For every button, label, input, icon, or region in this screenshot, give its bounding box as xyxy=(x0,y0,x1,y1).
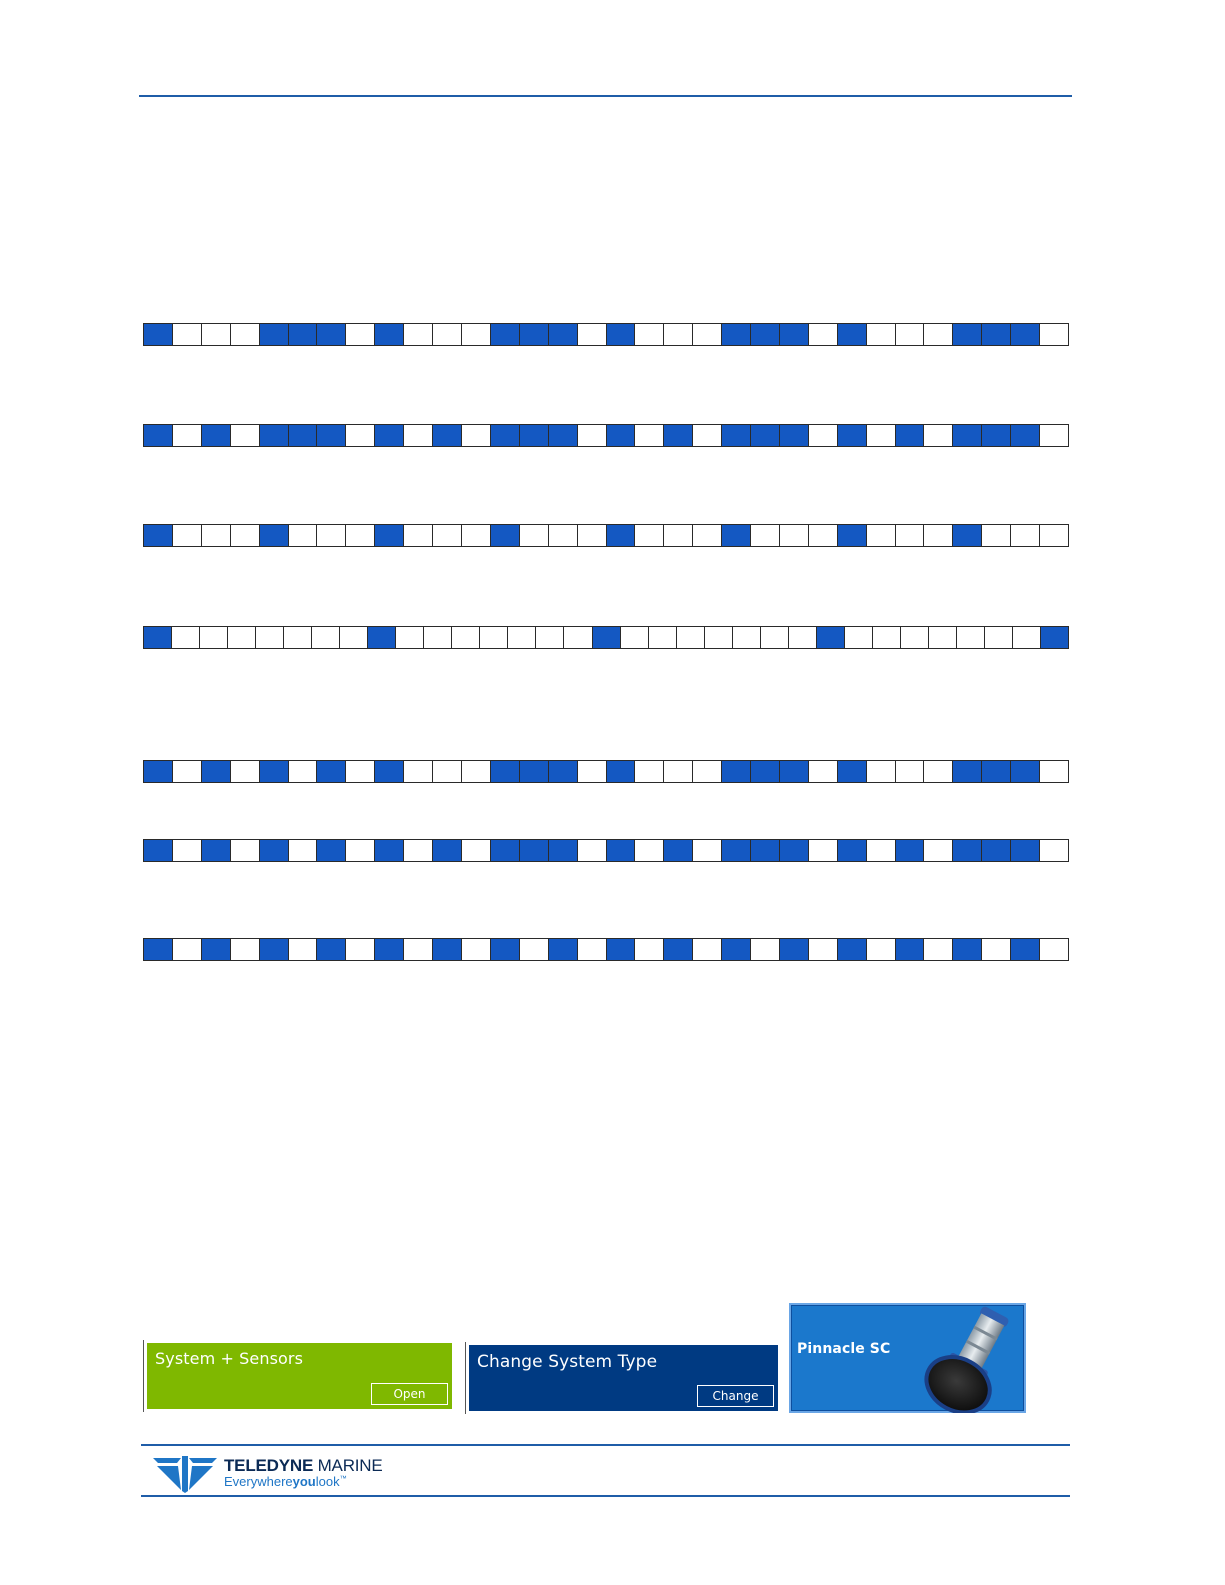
bit-cell-on xyxy=(780,424,809,447)
bit-row xyxy=(143,524,1069,547)
bit-cell-off xyxy=(462,424,491,447)
bit-cell-off xyxy=(809,424,838,447)
bit-cell-off xyxy=(346,424,375,447)
bit-cell-on xyxy=(260,839,289,862)
bit-cell-off xyxy=(635,938,664,961)
bit-cell-on xyxy=(953,524,982,547)
bit-cell-off xyxy=(1013,626,1041,649)
bit-cell-on xyxy=(202,760,231,783)
bit-cell-off xyxy=(433,524,462,547)
bit-cell-off xyxy=(873,626,901,649)
bit-cell-off xyxy=(173,839,202,862)
bit-cell-off xyxy=(780,524,809,547)
bit-cell-on xyxy=(375,760,404,783)
bit-cell-on xyxy=(1011,760,1040,783)
bit-cell-off xyxy=(578,323,607,346)
bit-cell-on xyxy=(260,938,289,961)
bit-cell-on xyxy=(780,839,809,862)
bit-cell-off xyxy=(649,626,677,649)
bit-cell-on xyxy=(780,938,809,961)
bit-cell-on xyxy=(433,424,462,447)
bit-cell-off xyxy=(845,626,873,649)
bit-cell-on xyxy=(751,323,780,346)
bit-cell-on xyxy=(144,626,172,649)
bit-cell-off xyxy=(809,760,838,783)
bit-cell-off xyxy=(508,626,536,649)
bit-cell-on xyxy=(289,323,318,346)
footer-rule-bottom xyxy=(141,1495,1070,1497)
bit-cell-off xyxy=(809,839,838,862)
bit-cell-on xyxy=(520,424,549,447)
bit-cell-off xyxy=(705,626,733,649)
bit-cell-off xyxy=(200,626,228,649)
brand-name: TELEDYNE MARINE xyxy=(224,1456,383,1475)
bit-cell-off xyxy=(751,524,780,547)
bit-row xyxy=(143,760,1069,783)
bit-cell-on xyxy=(202,839,231,862)
bit-cell-on xyxy=(593,626,621,649)
bit-cell-off xyxy=(896,323,925,346)
bit-cell-off xyxy=(621,626,649,649)
bit-cell-on xyxy=(144,760,173,783)
bit-cell-off xyxy=(346,760,375,783)
bit-cell-on xyxy=(751,424,780,447)
bit-cell-off xyxy=(480,626,508,649)
bit-cell-off xyxy=(404,323,433,346)
bit-cell-off xyxy=(578,938,607,961)
bit-cell-on xyxy=(953,938,982,961)
bit-cell-off xyxy=(867,839,896,862)
bit-cell-on xyxy=(491,760,520,783)
bit-cell-off xyxy=(809,323,838,346)
bit-cell-off xyxy=(733,626,761,649)
bit-cell-off xyxy=(1040,424,1069,447)
bit-cell-off xyxy=(578,424,607,447)
bit-cell-off xyxy=(202,323,231,346)
bit-cell-off xyxy=(564,626,592,649)
bit-cell-off xyxy=(549,524,578,547)
bit-cell-on xyxy=(953,839,982,862)
bit-cell-off xyxy=(256,626,284,649)
bit-cell-on xyxy=(549,424,578,447)
bit-cell-on xyxy=(144,323,173,346)
bit-cell-off xyxy=(289,524,318,547)
bit-cell-off xyxy=(520,524,549,547)
bit-cell-off xyxy=(693,938,722,961)
bit-cell-on xyxy=(664,424,693,447)
bit-cell-on xyxy=(375,524,404,547)
bit-cell-on xyxy=(607,524,636,547)
bit-cell-on xyxy=(549,839,578,862)
bit-cell-off xyxy=(693,839,722,862)
bit-cell-off xyxy=(462,839,491,862)
bit-cell-off xyxy=(924,424,953,447)
tile-title: Change System Type xyxy=(477,1352,658,1372)
bit-cell-off xyxy=(202,524,231,547)
bit-cell-on xyxy=(838,839,867,862)
bit-cell-off xyxy=(289,938,318,961)
bit-cell-off xyxy=(982,938,1011,961)
bit-cell-on xyxy=(549,938,578,961)
bit-cell-off xyxy=(867,424,896,447)
bit-cell-off xyxy=(664,323,693,346)
bit-cell-on xyxy=(520,760,549,783)
bit-cell-off xyxy=(404,839,433,862)
bit-cell-off xyxy=(693,323,722,346)
bit-cell-off xyxy=(982,524,1011,547)
open-button[interactable]: Open xyxy=(371,1383,448,1405)
bit-cell-off xyxy=(462,938,491,961)
bit-cell-off xyxy=(231,424,260,447)
bit-cell-on xyxy=(317,323,346,346)
bit-cell-off xyxy=(693,524,722,547)
bit-cell-off xyxy=(231,938,260,961)
bit-cell-on xyxy=(838,424,867,447)
bit-cell-off xyxy=(578,760,607,783)
bit-cell-off xyxy=(462,524,491,547)
bit-cell-on xyxy=(607,760,636,783)
bit-cell-on xyxy=(722,424,751,447)
tile-title: System + Sensors xyxy=(155,1349,304,1368)
bit-cell-on xyxy=(664,938,693,961)
bit-cell-on xyxy=(1011,424,1040,447)
bit-cell-off xyxy=(924,938,953,961)
adcp-transducer-icon xyxy=(910,1303,1020,1413)
bit-cell-on xyxy=(751,760,780,783)
bit-cell-off xyxy=(340,626,368,649)
bit-cell-on xyxy=(1011,839,1040,862)
bit-cell-off xyxy=(317,524,346,547)
bit-cell-on xyxy=(491,424,520,447)
bit-cell-off xyxy=(231,323,260,346)
footer-rule-top xyxy=(141,1444,1070,1446)
bit-cell-off xyxy=(520,938,549,961)
bit-cell-off xyxy=(346,938,375,961)
bit-cell-on xyxy=(144,424,173,447)
bit-cell-on xyxy=(1011,323,1040,346)
bit-cell-off xyxy=(901,626,929,649)
bit-cell-off xyxy=(173,323,202,346)
bit-cell-off xyxy=(664,524,693,547)
bit-cell-off xyxy=(231,760,260,783)
bit-cell-on xyxy=(722,839,751,862)
bit-cell-on xyxy=(607,938,636,961)
bit-cell-on xyxy=(780,760,809,783)
bit-cell-on xyxy=(549,760,578,783)
bit-cell-on xyxy=(491,839,520,862)
bit-cell-off xyxy=(173,524,202,547)
bit-cell-on xyxy=(953,760,982,783)
bit-cell-on xyxy=(953,424,982,447)
bit-cell-on xyxy=(260,760,289,783)
bit-cell-off xyxy=(1011,524,1040,547)
bit-cell-on xyxy=(1041,626,1069,649)
bit-cell-on xyxy=(368,626,396,649)
bit-cell-on xyxy=(491,938,520,961)
bit-cell-on xyxy=(751,839,780,862)
bit-cell-off xyxy=(452,626,480,649)
bit-row xyxy=(143,938,1069,961)
bit-cell-off xyxy=(635,524,664,547)
change-system-type-tile[interactable] xyxy=(469,1345,778,1411)
bit-cell-on xyxy=(838,524,867,547)
bit-cell-off xyxy=(635,839,664,862)
bit-cell-off xyxy=(404,760,433,783)
bit-cell-on xyxy=(838,938,867,961)
bit-cell-off xyxy=(433,760,462,783)
tile-title: Pinnacle SC xyxy=(797,1341,891,1357)
bit-row xyxy=(143,424,1069,447)
bit-cell-on xyxy=(817,626,845,649)
bit-cell-on xyxy=(722,938,751,961)
bit-cell-on xyxy=(375,323,404,346)
bit-cell-on xyxy=(982,323,1011,346)
bit-cell-off xyxy=(536,626,564,649)
bit-cell-on xyxy=(982,760,1011,783)
bit-cell-on xyxy=(722,524,751,547)
bit-cell-off xyxy=(404,424,433,447)
system-sensors-tile[interactable] xyxy=(147,1343,452,1409)
bit-cell-on xyxy=(491,524,520,547)
bit-cell-off xyxy=(1040,938,1069,961)
bit-cell-off xyxy=(809,524,838,547)
bit-cell-off xyxy=(346,323,375,346)
bit-cell-on xyxy=(260,424,289,447)
bit-cell-off xyxy=(924,524,953,547)
bit-cell-off xyxy=(228,626,256,649)
bit-cell-off xyxy=(1040,760,1069,783)
bit-cell-off xyxy=(1040,323,1069,346)
bit-cell-off xyxy=(172,626,200,649)
bit-cell-off xyxy=(578,839,607,862)
bit-cell-off xyxy=(578,524,607,547)
bit-cell-off xyxy=(867,938,896,961)
bit-cell-on xyxy=(289,424,318,447)
bit-cell-off xyxy=(809,938,838,961)
bit-cell-on xyxy=(260,323,289,346)
bit-cell-off xyxy=(867,524,896,547)
teledyne-logo-icon xyxy=(151,1454,219,1494)
bit-cell-on xyxy=(953,323,982,346)
bit-cell-off xyxy=(929,626,957,649)
bit-cell-off xyxy=(924,839,953,862)
bit-cell-off xyxy=(867,323,896,346)
bit-cell-on xyxy=(144,839,173,862)
bit-cell-off xyxy=(789,626,817,649)
bit-cell-on xyxy=(375,839,404,862)
bit-cell-off xyxy=(693,760,722,783)
bit-cell-off xyxy=(462,323,491,346)
bit-cell-on xyxy=(375,424,404,447)
tile-divider xyxy=(143,1340,144,1412)
bit-cell-on xyxy=(982,424,1011,447)
bit-cell-off xyxy=(284,626,312,649)
bit-cell-on xyxy=(607,839,636,862)
bit-cell-off xyxy=(924,760,953,783)
bit-cell-off xyxy=(396,626,424,649)
brand-tagline: Everywhereyoulook™ xyxy=(224,1474,347,1489)
bit-row xyxy=(143,323,1069,346)
bit-cell-on xyxy=(520,839,549,862)
bit-cell-on xyxy=(722,323,751,346)
bit-cell-on xyxy=(896,839,925,862)
bit-cell-on xyxy=(520,323,549,346)
bit-cell-off xyxy=(751,938,780,961)
bit-cell-on xyxy=(607,424,636,447)
bit-cell-off xyxy=(346,524,375,547)
bit-cell-off xyxy=(231,839,260,862)
bit-cell-on xyxy=(144,524,173,547)
bit-cell-off xyxy=(424,626,452,649)
bit-cell-off xyxy=(761,626,789,649)
bit-row xyxy=(143,626,1069,649)
bit-cell-off xyxy=(173,938,202,961)
bit-cell-off xyxy=(985,626,1013,649)
bit-cell-on xyxy=(982,839,1011,862)
bit-cell-off xyxy=(462,760,491,783)
bit-cell-off xyxy=(693,424,722,447)
bit-cell-on xyxy=(202,938,231,961)
bit-cell-off xyxy=(635,424,664,447)
bit-cell-off xyxy=(957,626,985,649)
bit-cell-off xyxy=(404,938,433,961)
pinnacle-sc-tile[interactable] xyxy=(789,1303,1026,1413)
bit-cell-off xyxy=(289,839,318,862)
bit-cell-on xyxy=(317,760,346,783)
bit-cell-on xyxy=(838,760,867,783)
bit-cell-on xyxy=(896,938,925,961)
bit-cell-on xyxy=(202,424,231,447)
bit-cell-on xyxy=(317,424,346,447)
bit-cell-off xyxy=(867,760,896,783)
bit-cell-off xyxy=(433,323,462,346)
bit-cell-on xyxy=(375,938,404,961)
change-button[interactable]: Change xyxy=(697,1385,774,1407)
tile-divider xyxy=(465,1342,466,1414)
bit-cell-on xyxy=(549,323,578,346)
bit-cell-off xyxy=(924,323,953,346)
bit-cell-on xyxy=(260,524,289,547)
bit-cell-off xyxy=(231,524,260,547)
bit-cell-on xyxy=(838,323,867,346)
bit-cell-on xyxy=(317,938,346,961)
bit-cell-on xyxy=(722,760,751,783)
bit-cell-on xyxy=(144,938,173,961)
bit-cell-off xyxy=(635,760,664,783)
bit-cell-off xyxy=(173,760,202,783)
bit-cell-on xyxy=(317,839,346,862)
bit-cell-off xyxy=(173,424,202,447)
bit-cell-off xyxy=(404,524,433,547)
bit-cell-off xyxy=(289,760,318,783)
bit-cell-on xyxy=(491,323,520,346)
bit-cell-off xyxy=(1040,839,1069,862)
bit-cell-on xyxy=(1011,938,1040,961)
bit-cell-off xyxy=(1040,524,1069,547)
bit-cell-off xyxy=(635,323,664,346)
bit-cell-on xyxy=(433,938,462,961)
bit-cell-on xyxy=(433,839,462,862)
bit-cell-on xyxy=(780,323,809,346)
bit-cell-off xyxy=(312,626,340,649)
bit-cell-on xyxy=(664,839,693,862)
bit-cell-off xyxy=(677,626,705,649)
bit-cell-off xyxy=(664,760,693,783)
bit-cell-off xyxy=(346,839,375,862)
bit-cell-off xyxy=(896,524,925,547)
bit-cell-off xyxy=(896,760,925,783)
bit-cell-on xyxy=(607,323,636,346)
bit-row xyxy=(143,839,1069,862)
header-rule xyxy=(139,95,1072,97)
bit-cell-on xyxy=(896,424,925,447)
